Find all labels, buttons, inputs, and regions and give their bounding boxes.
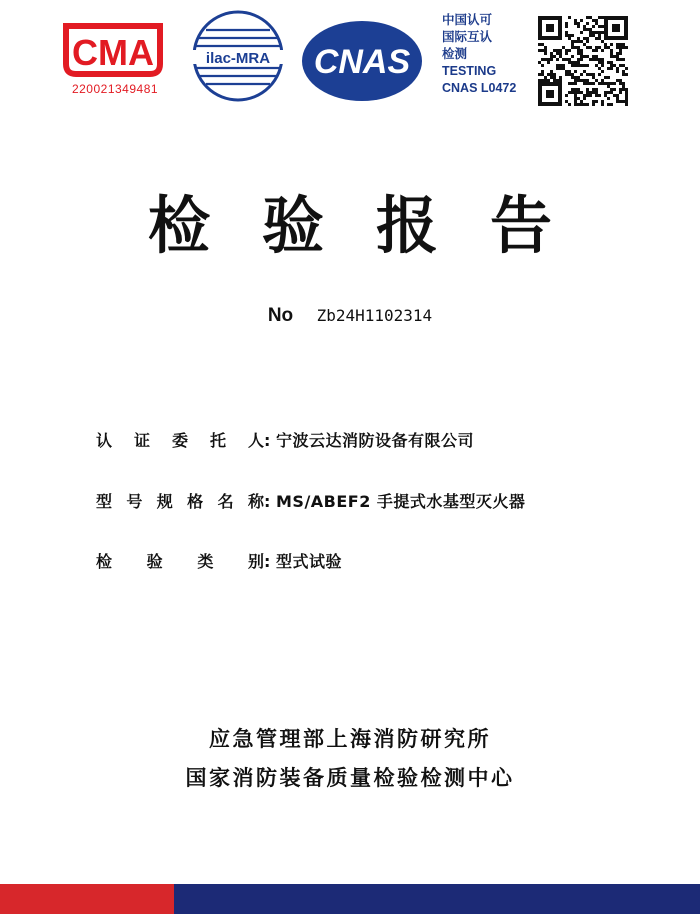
field-colon: : <box>264 492 271 511</box>
label-char: 称 <box>247 492 264 511</box>
label-char: 规 <box>156 492 173 511</box>
label-char: 格 <box>187 492 204 511</box>
label-char: 验 <box>146 552 163 571</box>
cnas-accreditation-text <box>442 12 542 97</box>
label-char: 认 <box>96 431 113 450</box>
footer-bar-blue <box>174 884 700 914</box>
cnas-line: TESTING <box>442 64 497 78</box>
label-char: 托 <box>209 431 226 450</box>
ilac-logo-text: ilac-MRA <box>205 50 271 67</box>
field-colon: : <box>264 431 271 450</box>
cnas-line: 国际互认 <box>442 30 493 44</box>
label-char: 类 <box>197 552 214 571</box>
field-client <box>96 428 474 451</box>
report-number-label: No <box>267 305 294 326</box>
cma-logo-text: CMA <box>72 32 154 73</box>
label-char: 号 <box>126 492 143 511</box>
cnas-line: CNAS L0472 <box>442 81 517 95</box>
label-char: 检 <box>96 552 113 571</box>
cnas-logo-text: CNAS <box>313 43 411 81</box>
field-label <box>96 428 264 451</box>
field-value: MS/ABEF2 手提式水基型灭火器 <box>276 492 526 511</box>
ilac-mra-logo <box>186 8 290 104</box>
cnas-logo <box>298 18 426 104</box>
label-char: 别 <box>247 552 264 571</box>
field-test-type <box>96 549 342 572</box>
label-char: 证 <box>133 431 150 450</box>
issuer-line-1: 应急管理部上海消防研究所 <box>209 727 491 751</box>
cnas-line: 检测 <box>442 47 468 61</box>
report-number-value: Zb24H1102314 <box>316 306 433 325</box>
label-char: 委 <box>171 431 188 450</box>
cma-number: 220021349481 <box>71 82 159 96</box>
field-label <box>96 549 264 572</box>
qr-code-icon[interactable] <box>538 16 628 106</box>
cnas-line: 中国认可 <box>442 13 493 27</box>
field-model <box>96 489 525 512</box>
field-label <box>96 489 264 512</box>
field-colon: : <box>264 552 271 571</box>
label-char: 型 <box>96 492 113 511</box>
field-value: 型式试验 <box>276 552 343 571</box>
field-value: 宁波云达消防设备有限公司 <box>276 431 475 450</box>
label-char: 名 <box>217 492 234 511</box>
label-char: 人 <box>247 431 264 450</box>
footer-bar-red <box>0 884 174 914</box>
report-title: 检验报告 <box>147 189 604 262</box>
issuer-line-2: 国家消防装备质量检验检测中心 <box>185 766 515 790</box>
report-number <box>0 305 700 327</box>
